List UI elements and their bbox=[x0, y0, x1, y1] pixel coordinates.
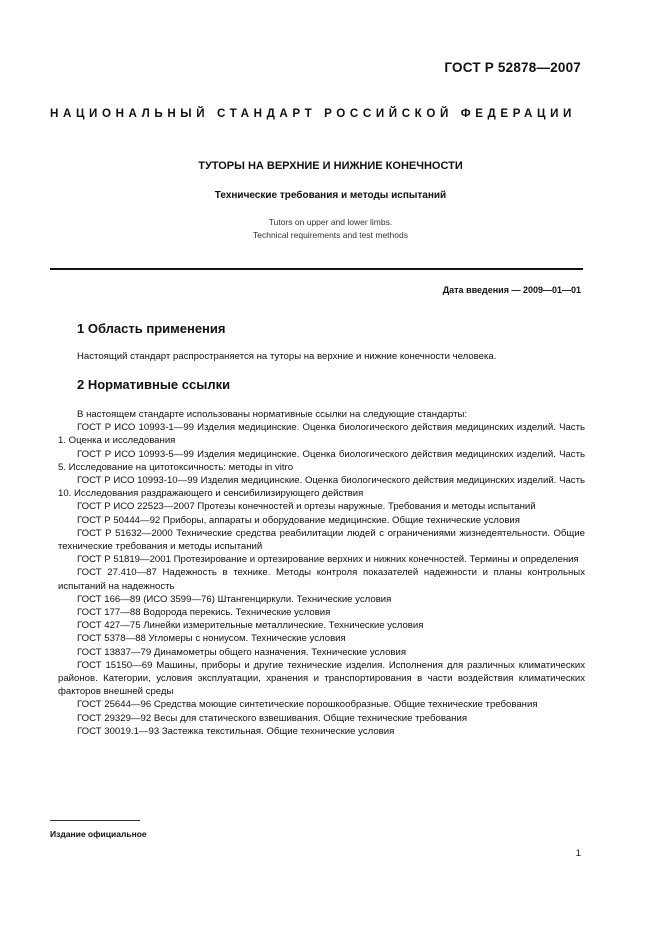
references-lead: В настоящем стандарте использованы нормативные ссылки на следующие стандарты: bbox=[77, 409, 468, 420]
reference-item: ГОСТ 15150—69 Машины, приборы и другие технические изделия. Исполнения для различных климатических районов. Категории, условия эксплуатации, хранения и транспортирования в части воздействия климатических факторов внешней среды bbox=[58, 659, 585, 698]
reference-item: ГОСТ Р 50444—92 Приборы, аппараты и оборудование медицинские. Общие технические условия bbox=[77, 514, 520, 526]
reference-item: ГОСТ 177—88 Водорода перекись. Технические условия bbox=[77, 607, 331, 619]
reference-item: ГОСТ 25644—96 Средства моющие синтетические порошкообразные. Общие технические требования bbox=[77, 699, 538, 711]
national-standard-banner: НАЦИОНАЛЬНЫЙ СТАНДАРТ РОССИЙСКОЙ ФЕДЕРАЦИИ bbox=[50, 107, 576, 120]
reference-item: ГОСТ 27.410—87 Надежность в технике. Методы контроля показателей надежности и планы контрольных испытаний на надежность bbox=[58, 567, 585, 592]
reference-item: ГОСТ 13837—79 Динамометры общего назначения. Технические условия bbox=[77, 646, 407, 658]
title-divider bbox=[50, 268, 583, 270]
reference-item: ГОСТ 5378—88 Угломеры с нониусом. Технические условия bbox=[77, 633, 346, 645]
reference-item: ГОСТ Р ИСО 10993-5—99 Изделия медицинские. Оценка биологического действия медицинских изделий. Часть 5. Исследование на цитотоксичность: методы in vitro bbox=[58, 448, 585, 473]
reference-item: ГОСТ 29329—92 Весы для статического взвешивания. Общие технические требования bbox=[77, 712, 468, 724]
reference-item: ГОСТ 427—75 Линейки измерительные металлические. Технические условия bbox=[77, 620, 424, 632]
reference-item: ГОСТ Р ИСО 10993-1—99 Изделия медицинские. Оценка биологического действия медицинских изделий. Часть 1. Оценка и исследования bbox=[58, 422, 585, 447]
document-subtitle: Технические требования и методы испытаний bbox=[214, 190, 447, 201]
document-code: ГОСТ Р 52878—2007 bbox=[444, 60, 581, 75]
reference-item: ГОСТ Р 51632—2000 Технические средства реабилитации людей с ограничениями жизнедеятельности. Общие технические требования и методы испытаний bbox=[58, 527, 585, 553]
section-2-heading: 2 Нормативные ссылки bbox=[77, 377, 231, 392]
reference-item: ГОСТ 166—89 (ИСО 3599—76) Штангенциркули. Технические условия bbox=[77, 593, 392, 605]
document-title: ТУТОРЫ НА ВЕРХНИЕ И НИЖНИЕ КОНЕЧНОСТИ bbox=[198, 160, 463, 172]
section-1-heading: 1 Область применения bbox=[77, 321, 226, 336]
reference-item: ГОСТ Р ИСО 22523—2007 Протезы конечностей и ортезы наружные. Требования и методы испытаний bbox=[77, 501, 536, 513]
reference-item: ГОСТ Р 51819—2001 Протезирование и ортезирование верхних и нижних конечностей. Термины и определения bbox=[77, 554, 579, 566]
english-title-line-2: Technical requirements and test methods bbox=[253, 230, 408, 240]
page-number: 1 bbox=[575, 848, 581, 859]
official-edition-note: Издание официальное bbox=[50, 829, 147, 839]
english-title-line-1: Tutors on upper and lower limbs. bbox=[268, 217, 393, 227]
footnote-divider bbox=[50, 820, 140, 821]
normative-references-list bbox=[58, 408, 585, 738]
introduction-date: Дата введения — 2009—01—01 bbox=[442, 285, 581, 295]
reference-item: ГОСТ Р ИСО 10993-10—99 Изделия медицинские. Оценка биологического действия медицинских изделий. Часть 10. Исследования раздражающего и сенсибилизирующего действия bbox=[58, 475, 585, 500]
reference-item: ГОСТ 30019.1—93 Застежка текстильная. Общие технические условия bbox=[77, 725, 395, 737]
section-1-text: Настоящий стандарт распространяется на туторы на верхние и нижние конечности человека. bbox=[77, 351, 497, 362]
